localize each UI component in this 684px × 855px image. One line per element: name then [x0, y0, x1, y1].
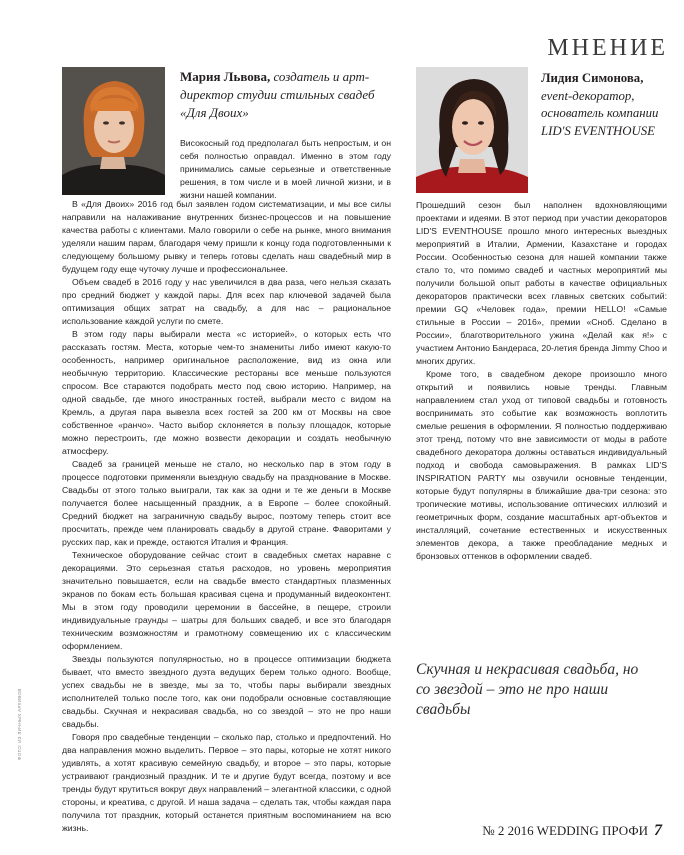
body-paragraph: Свадеб за границей меньше не стало, но несколько пар в этом году в процессе подготовки применяли выездную свадьбу на празднование в Москве. Свадьбы от этого только выиграли, так как за одни и те же деньги в Москве получается более насыщенный праздник, а в Европе – более спокойный. Средний бюджет на заграничную свадьбу вырос, поэтому теперь стоит все просчитать, прежде чем планировать свадьбу в другой стране. Фаворитами у русских пар, как и прежде, остаются Италия и Франция.: [62, 459, 391, 547]
body-paragraph: Прошедший сезон был наполнен вдохновляющими проектами и идеями. В этот период при участии декораторов LID'S EVENTHOUSE прошло много интересных выездных мероприятий в Италии, Армении, Казахстане и городах России. Особенностью сезона для нашей компании также стало то, что помимо свадеб и частных мероприятий мы получили большой опыт работы в качестве официальных декораторов практически всех главных светских событий: премии GQ «Человек года», премии HELLO! «Самые стильные в России – 2016», премии «Сноб. Сделано в России», благотворительного ужина «Делай как я!» с участием Антонио Бандераса, 20-летия бренда Jimmy Choo и многих других.: [416, 200, 667, 366]
author-name: Мария Львова,: [180, 69, 271, 84]
page-number: 7: [654, 822, 662, 839]
body-paragraph: В «Для Двоих» 2016 год был заявлен годом систематизации, и мы все силы направили на налаживание внутренних бизнес-процессов и на повышение качества работы с клиентами. Мало говорили о себе на рынке, много внимания уделяли нашим парам, благодаря чему пришли к концу года подготовленными к следующему большому рывку и теперь готовы сделать наш свадебный мир в будущем году еще чуточку лучше и профессиональнее.: [62, 199, 391, 274]
portrait-image: [62, 67, 165, 195]
author-role: создатель и арт-директор студии стильных свадеб «Для Двоих»: [180, 69, 375, 120]
section-title: МНЕНИЕ: [547, 35, 668, 61]
author-photo-lidia: [416, 67, 528, 193]
photo-credit: ФОТО: ИЗ ЛИЧНЫХ АРХИВОВ: [17, 688, 22, 760]
intro-paragraph: Високосный год предполагал быть непростым, и он себя полностью оправдал. Именно в этом году принимались самые серьезные и ответственные решения, в том числе и в моей личной жизни, и в жизни нашей компании.: [180, 138, 391, 200]
article-intro: [180, 137, 391, 202]
article-body-lidia: [416, 199, 667, 563]
author-name: Лидия Симонова,: [541, 71, 644, 85]
article-body-maria: [62, 198, 391, 835]
body-paragraph: В этом году пары выбирали места «с историей», о которых есть что рассказать гостям. Места, которые чем-то знамениты либо имеют какую-то особенность, например оригинальное расположение, вид из окна или необычную территорию. Классические рестораны все меньше пользуются спросом. Все стараются подобрать место под свою историю. Например, на одной свадьбе, где много иностранных гостей, выбрали место с видом на Кремль, а другая пара вывезла всех гостей за 200 км от Москвы на свое собственное «ранчо». Часто выбор склоняется в пользу площадок, которые можно перестроить, где можно возвести декорации и создать необычную атмосферу.: [62, 329, 391, 456]
body-paragraph: Звезды пользуются популярностью, но в процессе оптимизации бюджета бывает, что вместо звездного дуэта ведущих берем только одного. Вообще, успех свадьбы не в звезде, мы за то, чтобы пары выбирали звездных исполнителей только после того, как они подобрали основные составляющие свадьбы. Скучная и некрасивая свадьба, но со звездой – это не про наши свадьбы.: [62, 654, 391, 729]
author-byline-maria: [180, 68, 390, 122]
author-byline-lidia: [541, 70, 665, 140]
body-paragraph: Техническое оборудование сейчас стоит в свадебных сметах наравне с декорациями. Это серьезная статья расходов, но уровень мероприятия значительно повышается, если на свадьбе вместо стандартных плазменных экранов по бокам есть большая красивая сцена и продуманный видеоконтент. Мы в этом году проводили церемонии в бассейне, в пещере, строили индивидуальные граунды – шатры для больших свадеб, и все это благодаря техническим возможностям и грамотному совмещению их с классическим оформлением.: [62, 550, 391, 651]
body-paragraph: Объем свадеб в 2016 году у нас увеличился в два раза, чего нельзя сказать про средний бюджет у каждой пары. Для всех пар ключевой задачей была оптимизация общих затрат на свадьбу, а для нас – рациональное использование каждой услуги по смете.: [62, 277, 391, 326]
author-photo-maria: [62, 67, 165, 195]
body-paragraph: Кроме того, в свадебном декоре произошло много открытий и появились новые тренды. Главным направлением стал уход от типовой свадьбы и готовность воспринимать это событие как возможность воплотить смелые решения в оформлении. Я полностью поддерживаю этот тренд, потому что вне зависимости от моды в работе свадебного декоратора должны оставаться индивидуальный подход и свобода самовыражения. В рамках LID'S INSPIRATION PARTY мы озвучили основные тенденции, которые будут популярны в ближайшие два-три сезона: это тропические мотивы, использование оптических иллюзий и геометричных форм, создание масштабных арт-объектов и инсталляций, сочетание естественных и искусственных элементов декора, а также преобладание медных и бронзовых оттенков в оформлении свадеб.: [416, 369, 667, 561]
body-paragraph: Говоря про свадебные тенденции – сколько пар, столько и предпочтений. Но два направления можно выделить. Первое – это пары, которые не хотят никого удивлять, а хотят красивую семейную свадьбу, и второе – это пары, которые устраивают грандиозный праздник. И те и другие будут всегда, поэтому и все тренды будут крутиться вокруг двух направлений – элегантной классики, с одной стороны, и креатива, с другой. И наша задача – сделать так, чтобы каждая пара получила тот праздник, который останется приятным воспоминанием на всю жизнь.: [62, 732, 391, 833]
portrait-image: [416, 67, 528, 193]
issue-label: № 2 2016 WEDDING ПРОФИ: [482, 823, 648, 838]
pull-quote: Скучная и некрасивая свадьба, но со звездой – это не про наши свадьбы: [416, 661, 639, 718]
page-footer: [482, 822, 662, 840]
author-role: event-декоратор, основатель компании LID'S EVENTHOUSE: [541, 88, 659, 138]
